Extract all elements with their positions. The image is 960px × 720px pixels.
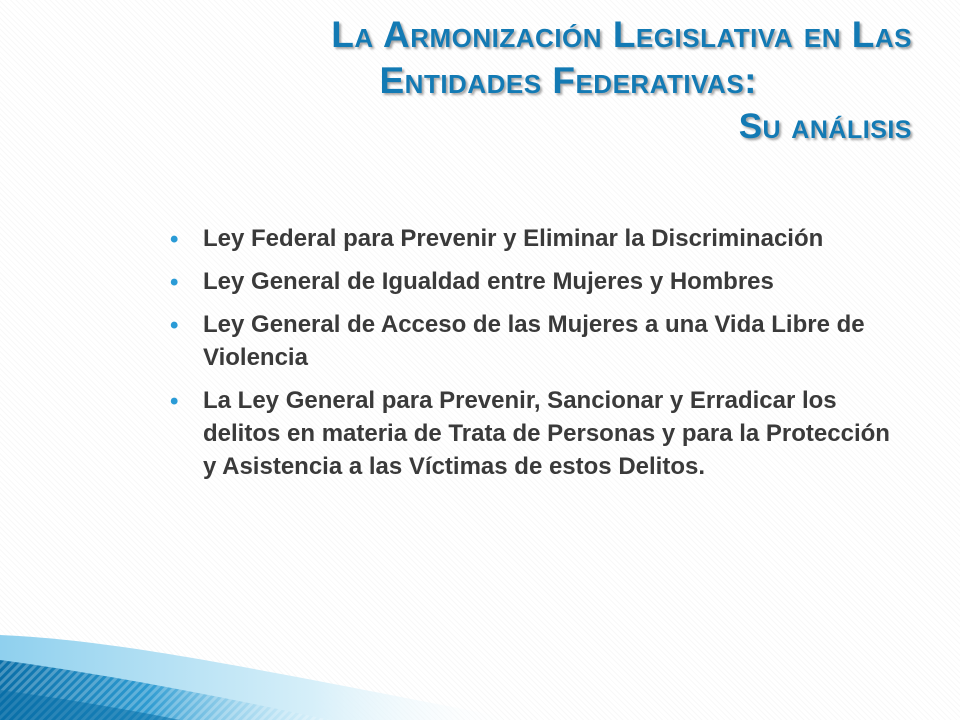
bullet-marker-icon: • (170, 269, 179, 296)
bullet-item-ley-igualdad (170, 265, 900, 298)
slide-title (152, 12, 912, 150)
title-line-1: La Armonización Legislativa en Las (331, 14, 912, 55)
bullet-text: Ley Federal para Prevenir y Eliminar la Discriminación (203, 225, 824, 252)
title-line-2: Entidades Federativas: (379, 60, 757, 101)
bullet-marker-icon: • (170, 388, 179, 415)
bullet-text: Ley General de Acceso de las Mujeres a una Vida Libre de Violencia (203, 311, 865, 371)
bullet-list (170, 222, 900, 493)
corner-wave-decoration (0, 580, 520, 720)
bullet-item-ley-trata-personas (170, 384, 900, 483)
bullet-text: La Ley General para Prevenir, Sancionar y Erradicar los delitos en materia de Trata de Personas y para la Protección y Asistencia a las Víctimas de estos Delitos. (203, 387, 890, 480)
bullet-item-ley-acceso-vida-libre (170, 308, 900, 374)
bullet-marker-icon: • (170, 226, 179, 253)
title-line-3: Su análisis (738, 107, 912, 146)
bullet-marker-icon: • (170, 312, 179, 339)
bullet-text: Ley General de Igualdad entre Mujeres y Hombres (203, 268, 774, 295)
bullet-item-ley-federal-discriminacion (170, 222, 900, 255)
